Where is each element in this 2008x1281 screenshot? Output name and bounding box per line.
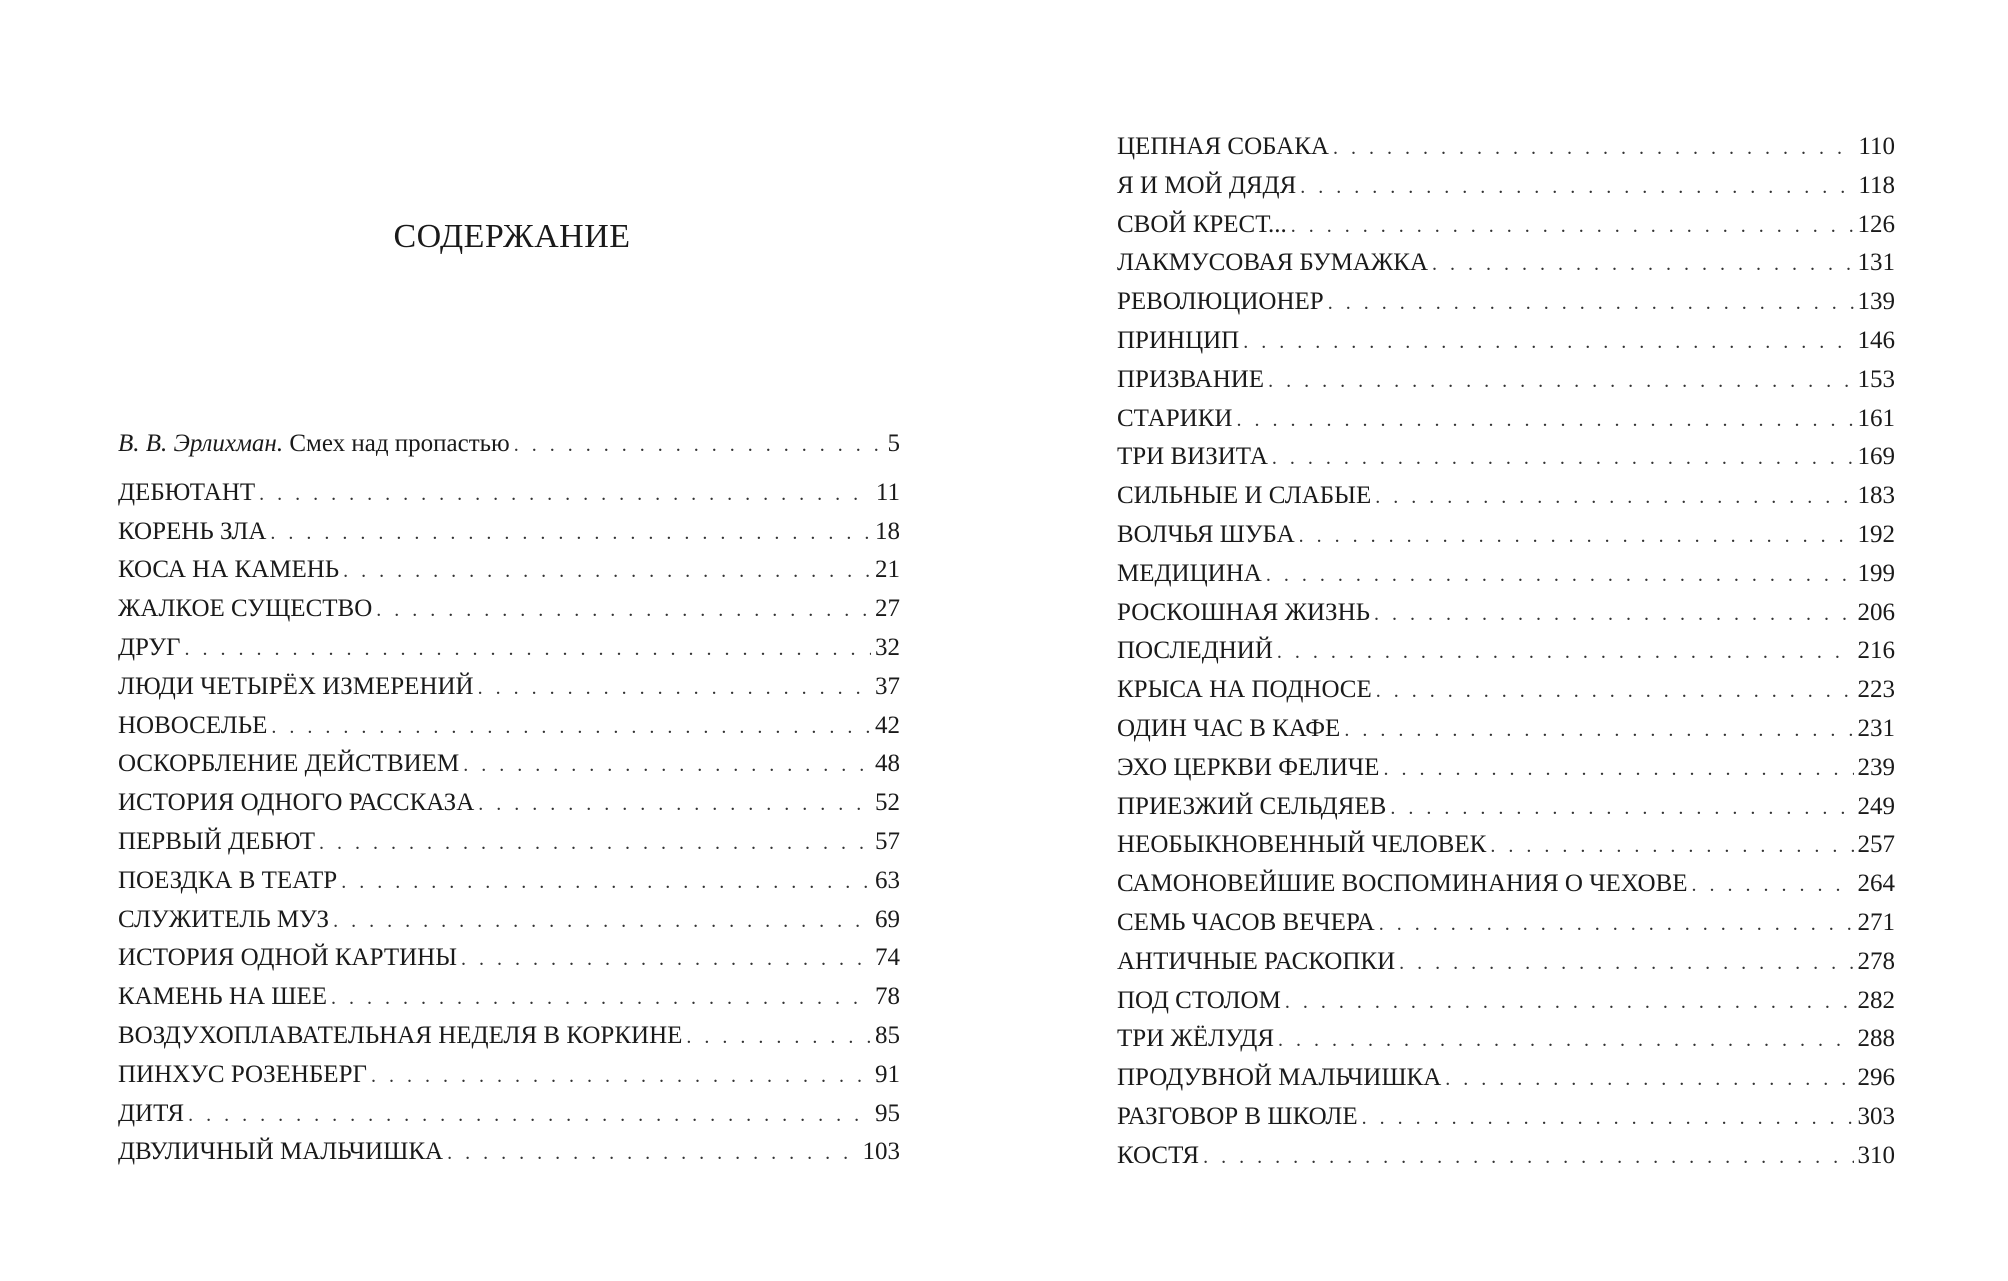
toc-entry-title: ТРИ ЖЁЛУДЯ xyxy=(1117,1025,1275,1053)
dot-leader xyxy=(1375,478,1853,517)
toc-entry-title: СЕМЬ ЧАСОВ ВЕЧЕРА xyxy=(1117,908,1375,936)
dot-leader xyxy=(1277,633,1854,672)
toc-entry[interactable] xyxy=(118,901,900,940)
toc-entry-title: ЛЮДИ ЧЕТЫРЁХ ИЗМЕРЕНИЙ xyxy=(118,672,474,700)
toc-entry-page: 85 xyxy=(875,1021,900,1049)
toc-entry-page: 11 xyxy=(875,478,900,506)
toc-entry-page: 161 xyxy=(1857,404,1895,432)
toc-entry[interactable] xyxy=(1117,1059,1895,1098)
toc-entry-title: ПРИЗВАНИЕ xyxy=(1117,365,1265,393)
dot-leader xyxy=(319,824,871,863)
toc-entry-title: ЦЕПНАЯ СОБАКА xyxy=(1117,133,1329,160)
dot-leader xyxy=(270,514,871,553)
toc-entry-title: ДРУГ xyxy=(118,633,181,661)
toc-entry-page: 37 xyxy=(875,672,900,700)
preface-author: В. В. Эрлихман. xyxy=(118,430,284,457)
toc-entry-page: 199 xyxy=(1857,559,1895,587)
dot-leader xyxy=(1272,439,1854,478)
dot-leader xyxy=(1383,750,1853,789)
toc-entry[interactable] xyxy=(118,707,900,746)
dot-leader xyxy=(333,902,871,941)
toc-left-column xyxy=(118,425,900,1172)
toc-entry[interactable] xyxy=(1117,283,1895,322)
toc-entry[interactable] xyxy=(1117,749,1895,788)
toc-entry[interactable] xyxy=(118,862,900,901)
dot-leader xyxy=(185,630,872,669)
toc-entry[interactable] xyxy=(1117,632,1895,671)
toc-entry-page: 69 xyxy=(875,905,900,933)
toc-entry[interactable] xyxy=(1117,322,1895,361)
toc-entry-page: 131 xyxy=(1857,249,1895,277)
toc-entry[interactable] xyxy=(118,823,900,862)
dot-leader xyxy=(1379,905,1854,944)
dot-leader xyxy=(1203,1138,1853,1177)
toc-entry-title: ДВУЛИЧНЫЙ МАЛЬЧИШКА xyxy=(118,1138,444,1166)
toc-right-column xyxy=(1117,128,1895,1176)
dot-leader xyxy=(1236,401,1853,440)
toc-entry-page: 303 xyxy=(1857,1102,1895,1130)
dot-leader xyxy=(343,552,871,591)
toc-entry-page: 288 xyxy=(1857,1025,1895,1053)
toc-entry-page: 110 xyxy=(1858,133,1895,160)
dot-leader xyxy=(1285,983,1854,1022)
toc-entry-title: ВОЛЧЬЯ ШУБА xyxy=(1117,520,1295,548)
dot-leader xyxy=(1278,1021,1853,1060)
toc-entry-page: 153 xyxy=(1857,365,1895,393)
toc-entry-page: 42 xyxy=(875,711,900,739)
toc-entry-page: 91 xyxy=(875,1060,900,1088)
dot-leader xyxy=(376,591,871,630)
toc-entry-page: 126 xyxy=(1857,210,1895,238)
dot-leader xyxy=(1432,245,1853,284)
toc-entry[interactable] xyxy=(1117,167,1895,206)
toc-entry[interactable] xyxy=(1117,438,1895,477)
toc-entry-page: 231 xyxy=(1857,714,1895,742)
toc-entry[interactable] xyxy=(1117,206,1895,245)
dot-leader xyxy=(463,746,871,785)
toc-entry-title: ПЕРВЫЙ ДЕБЮТ xyxy=(118,827,316,855)
toc-entry-title: СТАРИКИ xyxy=(1117,404,1233,432)
toc-entry-title: ПИНХУС РОЗЕНБЕРГ xyxy=(118,1060,367,1088)
toc-entry-page: 282 xyxy=(1857,986,1895,1014)
dot-leader xyxy=(1243,323,1853,362)
toc-entry-title: РОСКОШНАЯ ЖИЗНЬ xyxy=(1117,598,1370,626)
toc-entry[interactable] xyxy=(1117,826,1895,865)
toc-entry[interactable] xyxy=(1117,788,1895,827)
dot-leader xyxy=(1376,672,1854,711)
dot-leader xyxy=(1445,1060,1853,1099)
toc-entry[interactable] xyxy=(118,784,900,823)
toc-entry-title: МЕДИЦИНА xyxy=(1117,559,1262,587)
toc-entry[interactable] xyxy=(1117,400,1895,439)
toc-entry-page: 57 xyxy=(875,827,900,855)
dot-leader xyxy=(1692,866,1854,905)
toc-entry-page: 183 xyxy=(1857,482,1895,510)
dot-leader xyxy=(514,426,884,465)
toc-entry[interactable] xyxy=(118,513,900,552)
toc-entry-title: НЕОБЫКНОВЕННЫЙ ЧЕЛОВЕК xyxy=(1117,831,1487,859)
toc-entry-page: 264 xyxy=(1857,870,1895,898)
toc-entry-page: 271 xyxy=(1857,908,1895,936)
toc-entry-page: 310 xyxy=(1857,1141,1895,1169)
toc-entry-title: ЖАЛКОЕ СУЩЕСТВО xyxy=(118,595,373,623)
toc-entry-title: ИСТОРИЯ ОДНОЙ КАРТИНЫ xyxy=(118,944,458,972)
toc-entry-title: КОСТЯ xyxy=(1117,1141,1200,1169)
toc-entry-page: 27 xyxy=(875,595,900,623)
toc-entry-title: НОВОСЕЛЬЕ xyxy=(118,711,268,739)
toc-entry-title: ТРИ ВИЗИТА xyxy=(1117,443,1268,471)
toc-entry[interactable] xyxy=(118,939,900,978)
dot-leader xyxy=(1399,944,1853,983)
toc-entry-page: 48 xyxy=(875,750,900,778)
toc-entry[interactable] xyxy=(1117,477,1895,516)
dot-leader xyxy=(686,1018,871,1057)
toc-entry-title: ПРИЕЗЖИЙ СЕЛЬДЯЕВ xyxy=(1117,792,1387,820)
toc-entry-page: 223 xyxy=(1857,676,1895,704)
toc-entry-title: ПРИНЦИП xyxy=(1117,326,1240,354)
toc-entry-title: ВОЗДУХОПЛАВАТЕЛЬНАЯ НЕДЕЛЯ В КОРКИНЕ xyxy=(118,1021,683,1049)
dot-leader xyxy=(1390,789,1853,828)
toc-entry-title: КРЫСА НА ПОДНОСЕ xyxy=(1117,676,1372,704)
toc-entry[interactable] xyxy=(118,474,900,513)
toc-entry-page: 146 xyxy=(1857,326,1895,354)
toc-entry-page: 249 xyxy=(1857,792,1895,820)
toc-entry-title: ДИТЯ xyxy=(118,1099,185,1127)
toc-entry[interactable] xyxy=(118,1056,900,1095)
toc-entry-page: 5 xyxy=(887,430,900,457)
preface-title: Смех над пропастью xyxy=(289,430,510,457)
toc-entry-page: 118 xyxy=(1858,171,1895,199)
toc-entry-page: 18 xyxy=(875,517,900,545)
toc-entry-title: ПРОДУВНОЙ МАЛЬЧИШКА xyxy=(1117,1064,1442,1092)
dot-leader xyxy=(259,475,872,514)
toc-entry[interactable] xyxy=(1117,671,1895,710)
toc-entry-title: КОСА НА КАМЕНЬ xyxy=(118,556,340,584)
toc-entry[interactable] xyxy=(1117,594,1895,633)
toc-entry-page: 139 xyxy=(1857,288,1895,316)
dot-leader xyxy=(461,940,871,979)
toc-entry[interactable] xyxy=(1117,128,1895,167)
toc-entry[interactable] xyxy=(118,745,900,784)
dot-leader xyxy=(478,785,871,824)
toc-entry[interactable] xyxy=(1117,982,1895,1021)
toc-entry[interactable] xyxy=(118,668,900,707)
toc-entry-page: 78 xyxy=(875,983,900,1011)
toc-entry-title: ПОЕЗДКА В ТЕАТР xyxy=(118,866,338,894)
dot-leader xyxy=(1300,168,1854,207)
toc-entry-title: ПОСЛЕДНИЙ xyxy=(1117,637,1273,665)
dot-leader xyxy=(1299,517,1854,556)
dot-leader xyxy=(1333,129,1854,168)
toc-entry-page: 239 xyxy=(1857,753,1895,781)
page-title: СОДЕРЖАНИЕ xyxy=(393,218,631,255)
dot-leader xyxy=(1374,595,1854,634)
toc-entry[interactable] xyxy=(1117,865,1895,904)
dot-leader xyxy=(341,863,871,902)
toc-entry-title: ОДИН ЧАС В КАФЕ xyxy=(1117,714,1341,742)
toc-entry-page: 278 xyxy=(1857,947,1895,975)
toc-entry-title: ЭХО ЦЕРКВИ ФЕЛИЧЕ xyxy=(1117,753,1380,781)
toc-entry[interactable] xyxy=(1117,361,1895,400)
toc-entry[interactable] xyxy=(118,1095,900,1134)
toc-entry-page: 206 xyxy=(1857,598,1895,626)
toc-entry[interactable] xyxy=(118,1133,900,1172)
dot-leader xyxy=(1266,556,1854,595)
toc-entry-page: 169 xyxy=(1857,443,1895,471)
toc-entry[interactable] xyxy=(118,551,900,590)
toc-entry-page: 21 xyxy=(875,556,900,584)
toc-entry[interactable] xyxy=(1117,943,1895,982)
toc-entry-title: СЛУЖИТЕЛЬ МУЗ xyxy=(118,905,330,933)
dot-leader xyxy=(271,708,871,747)
toc-entry-page: 63 xyxy=(875,866,900,894)
toc-entry-preface[interactable] xyxy=(118,425,900,464)
toc-entry-title: РЕВОЛЮЦИОНЕР xyxy=(1117,288,1324,316)
toc-entry-title: ДЕБЮТАНТ xyxy=(118,478,256,506)
toc-entry-title: СИЛЬНЫЕ И СЛАБЫЕ xyxy=(1117,482,1372,510)
toc-entry[interactable] xyxy=(1117,516,1895,555)
dot-leader xyxy=(188,1096,871,1135)
toc-entry-page: 216 xyxy=(1857,637,1895,665)
toc-entry-page: 103 xyxy=(862,1138,900,1166)
toc-entry-title xyxy=(118,425,510,464)
toc-entry[interactable] xyxy=(118,590,900,629)
dot-leader xyxy=(1328,284,1854,323)
toc-entry-title: ЛАКМУСОВАЯ БУМАЖКА xyxy=(1117,249,1429,277)
dot-leader xyxy=(331,979,871,1018)
toc-entry-title: ПОД СТОЛОМ xyxy=(1117,986,1281,1014)
dot-leader xyxy=(447,1134,858,1173)
dot-leader xyxy=(1362,1099,1854,1138)
toc-entry-title: САМОНОВЕЙШИЕ ВОСПОМИНАНИЯ О ЧЕХОВЕ xyxy=(1117,870,1688,898)
toc-entry-page: 257 xyxy=(1857,831,1895,859)
toc-entry[interactable] xyxy=(118,1017,900,1056)
toc-entry[interactable] xyxy=(1117,555,1895,594)
toc-entry[interactable] xyxy=(118,978,900,1017)
toc-entry-page: 52 xyxy=(875,789,900,817)
toc-entry-title: ИСТОРИЯ ОДНОГО РАССКАЗА xyxy=(118,789,475,817)
toc-entry[interactable] xyxy=(1117,1020,1895,1059)
toc-entry-title: Я И МОЙ ДЯДЯ xyxy=(1117,171,1297,199)
toc-entry-title: СВОЙ КРЕСТ... xyxy=(1117,210,1287,238)
toc-entry-page: 296 xyxy=(1857,1064,1895,1092)
toc-entry-page: 192 xyxy=(1857,520,1895,548)
dot-leader xyxy=(478,669,871,708)
toc-entry-title: КАМЕНЬ НА ШЕЕ xyxy=(118,983,328,1011)
toc-entry-page: 32 xyxy=(875,633,900,661)
toc-entry[interactable] xyxy=(1117,904,1895,943)
toc-entry[interactable] xyxy=(1117,710,1895,749)
toc-entry-title: РАЗГОВОР В ШКОЛЕ xyxy=(1117,1102,1358,1130)
dot-leader xyxy=(1344,711,1853,750)
toc-entry[interactable] xyxy=(118,629,900,668)
toc-entry[interactable] xyxy=(1117,244,1895,283)
toc-entry-page: 74 xyxy=(875,944,900,972)
dot-leader xyxy=(1490,827,1853,866)
toc-entry-title: КОРЕНЬ ЗЛА xyxy=(118,517,267,545)
toc-entry[interactable] xyxy=(1117,1098,1895,1137)
dot-leader xyxy=(1291,207,1854,246)
toc-entry-page: 95 xyxy=(875,1099,900,1127)
toc-entry[interactable] xyxy=(1117,1137,1895,1176)
dot-leader xyxy=(371,1057,871,1096)
toc-entry-title: АНТИЧНЫЕ РАСКОПКИ xyxy=(1117,947,1396,975)
toc-entry-title: ОСКОРБЛЕНИЕ ДЕЙСТВИЕМ xyxy=(118,750,460,778)
dot-leader xyxy=(1268,362,1853,401)
